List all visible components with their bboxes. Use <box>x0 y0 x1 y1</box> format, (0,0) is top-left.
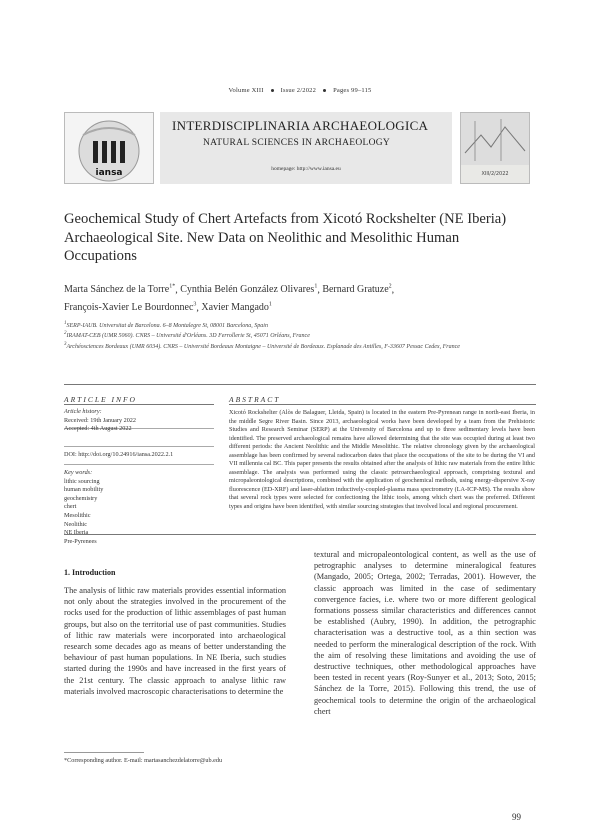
pages-label: Pages 99–115 <box>333 87 372 94</box>
journal-cover <box>460 112 530 184</box>
divider <box>64 464 214 465</box>
divider <box>64 446 214 447</box>
keyword: Neolithic <box>64 520 88 528</box>
cover-graphic <box>461 113 529 183</box>
journal-logo <box>64 112 154 184</box>
author: François-Xavier Le Bourdonnec$^3$ <box>64 301 197 314</box>
keyword: lithic sourcing <box>64 477 100 485</box>
affiliation: $^3$Archéosciences Bordeaux (UMR 6034). CNRS – Université Bordeaux Montaigne – Université de Bordeaux. Esplanade des Antilles, F-33607 Pessac Cedex, France <box>64 341 460 350</box>
author-list: Marta Sánchez de la Torre$^{1*}$, Cynthia Belén González Olivares$^1$, Bernard Gratuze$^2$, François-Xavier Le Bourdonnec$^3$, Xavier Mangado$^1$ <box>64 284 395 314</box>
volume-line <box>0 87 600 94</box>
separator-dot <box>271 89 274 92</box>
keyword: Mesolithic <box>64 511 91 519</box>
article-info-heading: ARTICLE INFO <box>64 395 137 404</box>
cover-label: XIII/2/2022 <box>481 171 509 177</box>
keyword: human mobility <box>64 486 104 494</box>
volume-label: Volume XIII <box>228 87 264 94</box>
separator-dot <box>323 89 326 92</box>
author: Bernard Gratuze$^2$ <box>322 284 392 296</box>
doi-link[interactable]: DOI: http://doi.org/10.24916/iansa.2022.2.1 <box>64 451 174 458</box>
keyword: geochemistry <box>64 494 98 502</box>
affiliation-list <box>64 320 534 351</box>
keywords-label: Key words: <box>64 469 93 476</box>
corresponding-author-footnote: *Corresponding author. E-mail: martasanchezdelatorre@ub.edu <box>64 757 223 764</box>
body-column-left: The analysis of lithic raw materials provides essential information not only about the strategies involved in the procurement of the rocks used for the production of lithic assemblages of past human groups, but also on the territorial use of past communities. Studies of lithic raw materials were incorporated into archaeological research some decades ago as means of better understanding the behaviour of past human populations. In NE Iberia, such studies started during the 1990s and have increased in the first years of the 21st century. The classic approach to analyse lithic raw materials involved macroscopic characterisations to determine the <box>64 586 286 696</box>
journal-subtitle: NATURAL SCIENCES IN ARCHAEOLOGY <box>203 138 391 148</box>
author: Xavier Mangado$^1$ <box>201 301 272 314</box>
journal-title: INTERDISCIPLINARIA ARCHAEOLOGICA <box>172 118 429 133</box>
abstract-text: Xicotó Rockshelter (Alòs de Balaguer, Lleida, Spain) is located in the eastern Pre-Pyrenean range in north-east Iberia, in the middle Segre River Basin. Since 2013, archaeological works have been developed by a team from the Prehistoric Studies and Research Seminar (SERP) at the University of Barcelona and up to three sedimentary levels have been identified. The preserved archaeological remains have allowed determining that the site was occupied during at least two different periods: the Ancient Neolithic and the Middle Mesolithic. The relative chronology given by the archaeological assemblage has been confirmed by several radiocarbon dates that place the occupations of the site to be during the VI and VII millennia cal BC. This paper presents the results obtained after the analysis of lithic raw materials from the entire lithic assemblage. The analysis was performed using the classic petroarchaeological approach, comprising textural and micropaleontological descriptions, combined with the application of geochemical methods, using energy-dispersive X-ray fluorescence (ED-XRF) and laser-ablation inductively-coupled-plasma mass spectrometry (LA-ICP-MS). The results show that several rock types were selected for confectioning the lithic tools, among which chert was the preferred. Different types and origins have been identified, with similar sourcing strategies that involved local and regional procurement. <box>229 409 535 511</box>
affiliation: $^1$SERP-IAUB. Universitat de Barcelona. 6–8 Montalegre St, 08001 Barcelona, Spain <box>64 321 268 329</box>
history-label: Article history: <box>64 408 102 415</box>
body-column-right: textural and micropaleontological content, as well as the use of petrographic analyses to determine mineralogical features (Mangado, 2005; Ortega, 2002; Terradas, 2001). However, the classic approach was limited in the case of sedimentary convergence facies, i.e. where two or more different geological formations possess similar characteristics and differences cannot be established (Aubry, 1990). In addition, the petrographic characterisation was a destructive tool, as a thin section was needed to perform the mineralogical description of the rock. With the aim of resolving these limitations and avoiding the use of destructive techniques, other methodological approaches have been tested in recent years (Roy-Sunyer et al., 2013; Soto, 2015; Sánchez de la Torre, 2015). Following this trend, the use of geochemical tools to determine the origin of the archaeological chert <box>314 550 536 716</box>
section-heading: 1. Introduction <box>64 568 116 577</box>
keyword: NE Iberia <box>64 529 89 537</box>
article-history <box>64 408 214 434</box>
divider <box>64 404 214 405</box>
issue-label: Issue 2/2022 <box>280 87 317 94</box>
author: Cynthia Belén González Olivares$^1$ <box>180 284 318 296</box>
keyword: Pre-Pyrenees <box>64 537 97 545</box>
homepage-link[interactable]: homepage: http://www.iansa.eu <box>271 166 341 172</box>
keyword: chert <box>64 503 77 511</box>
keywords <box>64 469 214 546</box>
logo-text: iansa <box>95 168 123 178</box>
divider <box>64 384 536 385</box>
accepted-date: Accepted: 4th August 2022 <box>64 425 132 433</box>
article-title: Geochemical Study of Chert Artefacts from Xicotó Rockshelter (NE Iberia) Archaeological Site. New Data on Neolithic and Mesolithic Human Occupations <box>64 211 507 264</box>
logo-graphic <box>65 113 153 183</box>
received-date: Received: 19th January 2022 <box>64 416 136 424</box>
author: Marta Sánchez de la Torre$^{1*}$ <box>64 284 176 296</box>
footnote-rule <box>64 752 144 753</box>
divider <box>229 404 536 405</box>
page-number: 99 <box>512 812 521 822</box>
abstract-heading: ABSTRACT <box>229 395 281 404</box>
affiliation: $^2$IRAMAT-CEB (UMR 5060). CNRS – Université d'Orléans. 3D Ferrollerie St, 45071 Orléans, France <box>64 331 310 340</box>
